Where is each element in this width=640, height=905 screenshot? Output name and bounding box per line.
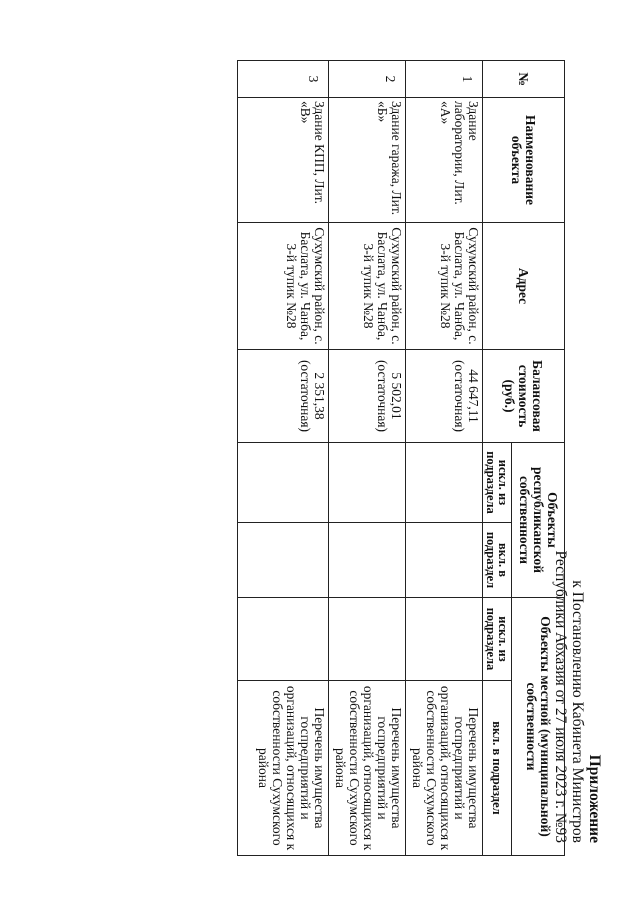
cell-rep-incl xyxy=(329,523,406,598)
col-municipal-incl: вкл. в подраздел xyxy=(483,681,512,856)
cell-address: Сухумский район, с. Баслата, ул. Чанба, 3-й тупик №28 xyxy=(406,223,483,350)
cell-num: 3 xyxy=(238,61,329,98)
table-row xyxy=(406,61,483,856)
property-table xyxy=(237,60,565,856)
table-row xyxy=(329,61,406,856)
col-republic-excl: искл. из подраздела xyxy=(483,443,512,523)
cell-rep-excl xyxy=(238,443,329,523)
appendix-line-2: Республики Абхазия от 27 июля 2023 г. №93 xyxy=(552,550,569,843)
appendix-line-1: к Постановлению Кабинета Министров xyxy=(569,580,586,843)
cell-mun-excl xyxy=(406,598,483,681)
col-address: Адрес xyxy=(483,223,565,350)
cell-balance: 5 502,01 (остаточная) xyxy=(329,350,406,443)
cell-mun-incl: Перечень имущества госпредприятий и организаций, относящихся к собственности Сухумского района xyxy=(406,681,483,856)
col-municipal-excl: искл. из подраздела xyxy=(483,598,512,681)
cell-mun-excl xyxy=(329,598,406,681)
cell-address: Сухумский район, с. Баслата, ул. Чанба, 3-й тупик №28 xyxy=(238,223,329,350)
cell-mun-incl: Перечень имущества госпредприятий и организаций, относящихся к собственности Сухумского района xyxy=(329,681,406,856)
cell-address: Сухумский район, с. Баслата, ул. Чанба, 3-й тупик №28 xyxy=(329,223,406,350)
cell-mun-incl: Перечень имущества госпредприятий и организаций, относящихся к собственности Сухумского района xyxy=(238,681,329,856)
appendix-title: Приложение xyxy=(586,754,603,843)
cell-balance: 44 647,11 (остаточная) xyxy=(406,350,483,443)
col-republic: Объекты республиканской собственности xyxy=(512,443,565,598)
cell-rep-excl xyxy=(329,443,406,523)
cell-name: Здание лаборатории, Лит. «А» xyxy=(406,98,483,223)
cell-rep-excl xyxy=(406,443,483,523)
cell-balance: 2 351,38 (остаточная) xyxy=(238,350,329,443)
col-municipal: Объекты местной (муниципальной) собственности xyxy=(512,598,565,856)
cell-num: 2 xyxy=(329,61,406,98)
col-republic-incl: вкл. в подраздел xyxy=(483,523,512,598)
cell-name: Здание КПП, Лит. «В» xyxy=(238,98,329,223)
col-name: Наименование объекта xyxy=(483,98,565,223)
cell-name: Здание гаража, Лит. «Б» xyxy=(329,98,406,223)
table-header-row xyxy=(512,61,565,856)
cell-mun-excl xyxy=(238,598,329,681)
cell-rep-incl xyxy=(406,523,483,598)
cell-num: 1 xyxy=(406,61,483,98)
col-balance: Балансовая стоимость (руб.) xyxy=(483,350,565,443)
col-num: № xyxy=(483,61,565,98)
table-row xyxy=(238,61,329,856)
cell-rep-incl xyxy=(238,523,329,598)
